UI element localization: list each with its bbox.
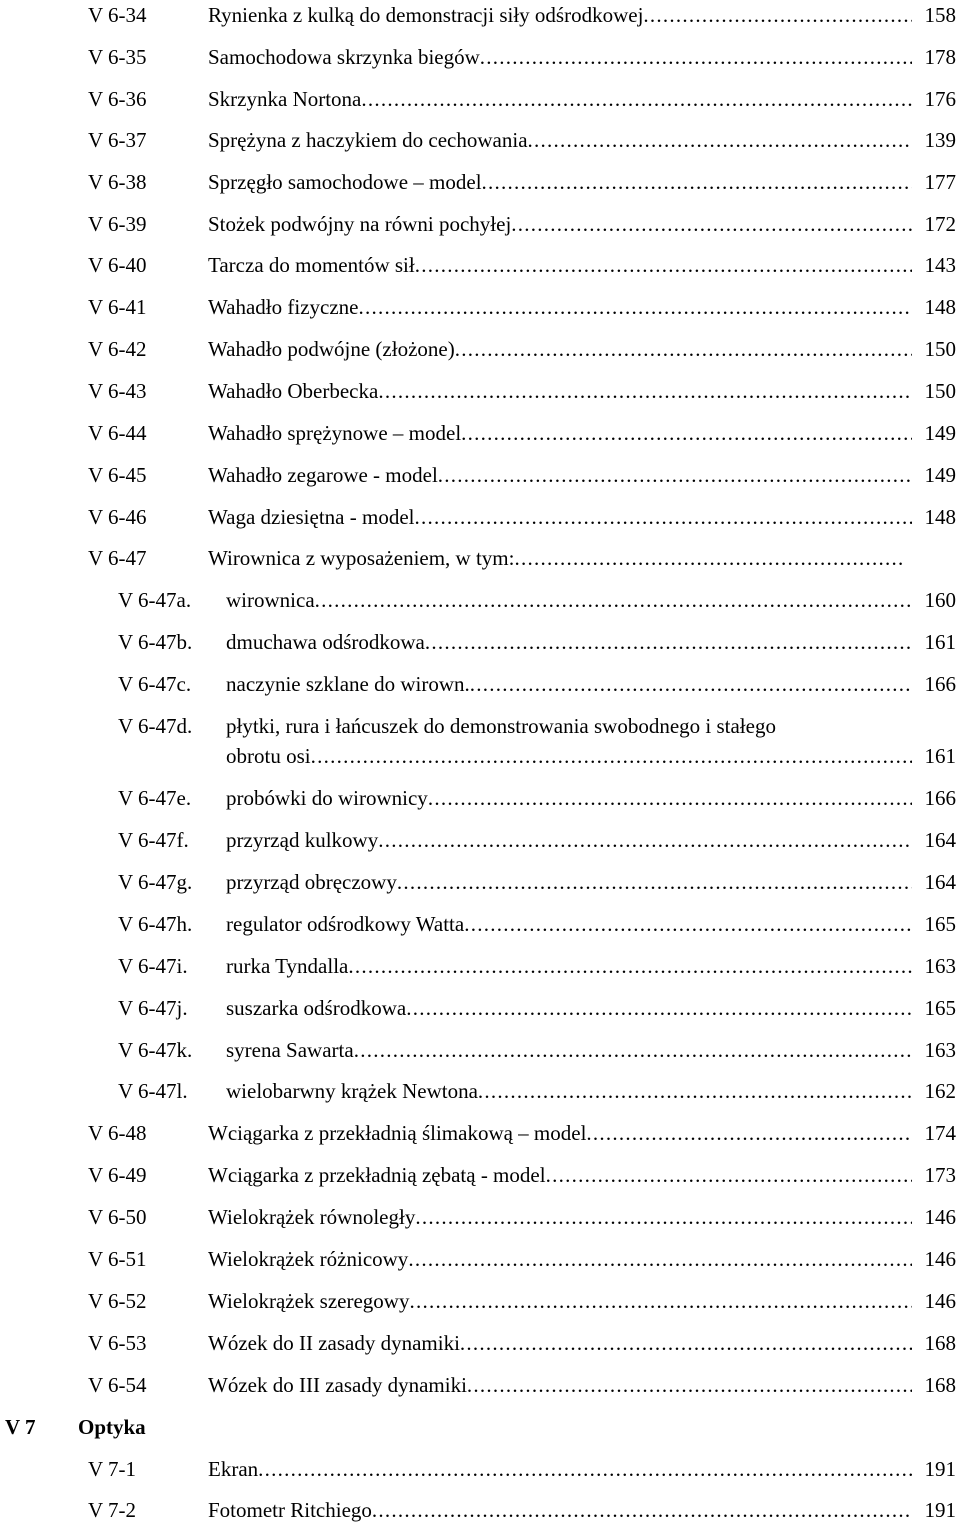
entry-title: Wahadło sprężynowe – model (208, 421, 462, 445)
dot-leader (425, 627, 912, 657)
entry-page: 177 (924, 170, 956, 194)
entry-title-line (208, 292, 956, 322)
entry-code: V 7-1 (88, 1457, 137, 1481)
entry-code: V 6-47a. (118, 588, 192, 612)
entry-title-line (208, 1118, 956, 1148)
toc-entry (0, 376, 960, 406)
entry-page: 164 (924, 870, 956, 894)
entry-title: wielobarwny krążek Newtona (226, 1079, 478, 1103)
toc-subentry (0, 867, 960, 897)
toc-subentry (0, 909, 960, 939)
dot-leader (409, 1286, 912, 1316)
entry-code: V 6-36 (88, 87, 147, 111)
dot-leader (461, 418, 912, 448)
entry-page: 146 (924, 1205, 956, 1229)
toc-entry (0, 418, 960, 448)
toc-subentry (0, 711, 960, 771)
entry-title: przyrząd kulkowy (226, 828, 379, 852)
dot-leader (406, 993, 912, 1023)
section-heading (0, 1412, 960, 1442)
entry-title: Wirownica z wyposażeniem, w tym: (208, 546, 515, 570)
entry-code: V 6-47d. (118, 714, 193, 738)
entry-title-line (226, 585, 956, 615)
toc-entry (0, 42, 960, 72)
dot-leader (428, 783, 912, 813)
toc-subentry (0, 951, 960, 981)
entry-title-line (208, 167, 956, 197)
entry-title-line (226, 993, 956, 1023)
dot-leader (460, 1328, 912, 1358)
entry-title-line (226, 1035, 956, 1065)
dot-leader (258, 1454, 912, 1484)
toc-entry (0, 84, 960, 114)
entry-title: Wahadło Oberbecka (208, 379, 379, 403)
dot-leader (378, 825, 912, 855)
entry-title: wirownica (226, 588, 315, 612)
dot-leader (372, 1495, 912, 1525)
entry-page: 163 (924, 954, 956, 978)
entry-code: V 6-40 (88, 253, 147, 277)
entry-title-line (226, 1076, 956, 1106)
entry-title: Ekran (208, 1457, 259, 1481)
entry-code: V 6-47k. (118, 1038, 193, 1062)
entry-page: 172 (924, 212, 956, 236)
toc-entry (0, 1370, 960, 1400)
entry-title: dmuchawa odśrodkowa (226, 630, 425, 654)
entry-title-line (208, 1454, 956, 1484)
entry-title-line (208, 418, 956, 448)
entry-page: 162 (924, 1079, 956, 1103)
entry-title: Wciągarka z przekładnią zębatą - model (208, 1163, 546, 1187)
toc-entry (0, 209, 960, 239)
entry-page: 158 (924, 3, 956, 27)
entry-title: suszarka odśrodkowa (226, 996, 407, 1020)
dot-leader (361, 84, 912, 114)
entry-title: Wózek do III zasady dynamiki (208, 1373, 467, 1397)
entry-title-line (226, 867, 956, 897)
entry-title: Waga dziesiętna - model (208, 505, 415, 529)
entry-title-line (208, 1495, 956, 1525)
entry-page: 150 (924, 379, 956, 403)
dot-leader (514, 543, 904, 573)
dot-leader (480, 42, 912, 72)
dot-leader (455, 334, 912, 364)
entry-title: Sprzęgło samochodowe – model (208, 170, 482, 194)
dot-leader (464, 909, 912, 939)
toc-entry (0, 1244, 960, 1274)
dot-leader (354, 1035, 912, 1065)
entry-title-line (208, 376, 956, 406)
entry-title: Tarcza do momentów sił (208, 253, 415, 277)
entry-title-line (226, 783, 956, 813)
dot-leader (311, 741, 912, 771)
dot-leader (415, 250, 912, 280)
entry-page: 161 (924, 744, 956, 768)
entry-code: V 6-49 (88, 1163, 147, 1187)
dot-leader (415, 1202, 912, 1232)
dot-leader (586, 1118, 912, 1148)
entry-code: V 7-2 (88, 1498, 137, 1522)
entry-code: V 6-47c. (118, 672, 192, 696)
entry-title-line (208, 209, 956, 239)
dot-leader (315, 585, 912, 615)
entry-title: Wahadło fizyczne (208, 295, 359, 319)
entry-title-line (226, 825, 956, 855)
entry-title-line (208, 0, 956, 30)
entry-code: V 6-47b. (118, 630, 193, 654)
entry-title: Wielokrążek szeregowy (208, 1289, 410, 1313)
toc-subentry (0, 783, 960, 813)
toc-subentry (0, 1035, 960, 1065)
section-title: Optyka (78, 1415, 146, 1439)
dot-leader (511, 209, 912, 239)
toc-entry (0, 1202, 960, 1232)
entry-page: 178 (924, 45, 956, 69)
toc-entry (0, 1454, 960, 1484)
entry-code: V 6-52 (88, 1289, 147, 1313)
entry-page: 168 (924, 1373, 956, 1397)
entry-code: V 6-46 (88, 505, 147, 529)
toc-entry (0, 1328, 960, 1358)
entry-title: naczynie szklane do wirown. (226, 672, 470, 696)
toc-subentry (0, 585, 960, 615)
entry-page: 148 (924, 505, 956, 529)
entry-title-line (208, 543, 904, 573)
entry-title: obrotu osi (226, 744, 311, 768)
toc-entry (0, 543, 960, 573)
entry-page: 150 (924, 337, 956, 361)
dot-leader (438, 460, 912, 490)
toc-entry (0, 1286, 960, 1316)
entry-code: V 6-44 (88, 421, 147, 445)
entry-title: probówki do wirownicy (226, 786, 428, 810)
entry-title-line (208, 1160, 956, 1190)
entry-title: syrena Sawarta (226, 1038, 354, 1062)
entry-page: 166 (924, 786, 956, 810)
dot-leader (528, 125, 912, 155)
entry-title-line (208, 334, 956, 364)
entry-title: Wielokrążek równoległy (208, 1205, 416, 1229)
dot-leader (378, 376, 912, 406)
entry-page: 148 (924, 295, 956, 319)
toc-entry (0, 502, 960, 532)
entry-code: V 6-38 (88, 170, 147, 194)
entry-title: Fotometr Ritchiego (208, 1498, 372, 1522)
toc-subentry (0, 1076, 960, 1106)
entry-title-line (226, 627, 956, 657)
entry-code: V 6-47g. (118, 870, 193, 894)
entry-title-line (208, 42, 956, 72)
entry-title: Stożek podwójny na równi pochyłej (208, 212, 512, 236)
entry-code: V 6-47i. (118, 954, 188, 978)
toc-entry (0, 1495, 960, 1525)
entry-title-line (208, 250, 956, 280)
entry-code: V 6-41 (88, 295, 147, 319)
entry-title-line (208, 502, 956, 532)
entry-code: V 6-47h. (118, 912, 193, 936)
entry-code: V 6-47f. (118, 828, 189, 852)
entry-title-line (226, 741, 956, 771)
dot-leader (546, 1160, 912, 1190)
entry-code: V 6-35 (88, 45, 147, 69)
entry-page: 146 (924, 1289, 956, 1313)
entry-title: Wielokrążek różnicowy (208, 1247, 409, 1271)
toc-entry (0, 334, 960, 364)
entry-code: V 6-42 (88, 337, 147, 361)
entry-title: Sprężyna z haczykiem do cechowania (208, 128, 528, 152)
entry-title: Skrzynka Nortona (208, 87, 362, 111)
entry-title-line (208, 1328, 956, 1358)
toc-entry (0, 1118, 960, 1148)
entry-page: 161 (924, 630, 956, 654)
toc-entry (0, 125, 960, 155)
entry-page: 173 (924, 1163, 956, 1187)
entry-title: rurka Tyndalla (226, 954, 349, 978)
entry-title: Wciągarka z przekładnią ślimakową – model (208, 1121, 587, 1145)
entry-title-line (226, 909, 956, 939)
entry-title: Wahadło podwójne (złożone) (208, 337, 455, 361)
entry-page: 176 (924, 87, 956, 111)
entry-page: 174 (924, 1121, 956, 1145)
entry-code: V 6-37 (88, 128, 147, 152)
entry-code: V 6-43 (88, 379, 147, 403)
entry-page: 164 (924, 828, 956, 852)
dot-leader (478, 1076, 912, 1106)
entry-title-line (208, 1202, 956, 1232)
toc-entry (0, 250, 960, 280)
entry-page: 143 (924, 253, 956, 277)
entry-title-line (226, 951, 956, 981)
entry-page: 160 (924, 588, 956, 612)
entry-title: Wahadło zegarowe - model (208, 463, 438, 487)
toc-entry (0, 0, 960, 30)
entry-title-first-line: płytki, rura i łańcuszek do demonstrowania swobodnego i stałego (226, 714, 776, 738)
entry-title-line (208, 84, 956, 114)
entry-title-line (208, 125, 956, 155)
dot-leader (643, 0, 912, 30)
dot-leader (408, 1244, 912, 1274)
entry-page: 139 (924, 128, 956, 152)
toc-entry (0, 167, 960, 197)
toc-subentry (0, 993, 960, 1023)
entry-page: 149 (924, 463, 956, 487)
toc-subentry (0, 669, 960, 699)
entry-title: Samochodowa skrzynka biegów (208, 45, 480, 69)
toc-entry (0, 460, 960, 490)
dot-leader (482, 167, 912, 197)
toc-entry (0, 1160, 960, 1190)
dot-leader (414, 502, 912, 532)
entry-title: Wózek do II zasady dynamiki (208, 1331, 460, 1355)
entry-page: 146 (924, 1247, 956, 1271)
entry-title-line (208, 1370, 956, 1400)
entry-code: V 6-51 (88, 1247, 147, 1271)
entry-code: V 6-47j. (118, 996, 188, 1020)
dot-leader (467, 1370, 912, 1400)
entry-page: 165 (924, 996, 956, 1020)
entry-title: przyrząd obręczowy (226, 870, 397, 894)
entry-title: regulator odśrodkowy Watta (226, 912, 465, 936)
entry-page: 166 (924, 672, 956, 696)
entry-code: V 6-47 (88, 546, 147, 570)
dot-leader (470, 669, 912, 699)
toc-subentry (0, 627, 960, 657)
entry-page: 165 (924, 912, 956, 936)
entry-page: 191 (924, 1498, 956, 1522)
entry-title-line (226, 669, 956, 699)
dot-leader (397, 867, 912, 897)
entry-code: V 6-47l. (118, 1079, 188, 1103)
entry-page: 191 (924, 1457, 956, 1481)
entry-title-line (208, 1286, 956, 1316)
dot-leader (348, 951, 912, 981)
entry-code: V 6-39 (88, 212, 147, 236)
entry-title-line (208, 1244, 956, 1274)
toc-subentry (0, 825, 960, 855)
entry-code: V 6-45 (88, 463, 147, 487)
toc-entry (0, 292, 960, 322)
entry-page: 149 (924, 421, 956, 445)
entry-code: V 6-34 (88, 3, 147, 27)
entry-code: V 6-53 (88, 1331, 147, 1355)
entry-page: 163 (924, 1038, 956, 1062)
entry-code: V 6-50 (88, 1205, 147, 1229)
dot-leader (358, 292, 912, 322)
entry-title: Rynienka z kulką do demonstracji siły odśrodkowej (208, 3, 644, 27)
section-code: V 7 (5, 1415, 36, 1439)
entry-title-line (208, 460, 956, 490)
entry-code: V 6-47e. (118, 786, 192, 810)
entry-code: V 6-54 (88, 1373, 147, 1397)
entry-page: 168 (924, 1331, 956, 1355)
entry-code: V 6-48 (88, 1121, 147, 1145)
